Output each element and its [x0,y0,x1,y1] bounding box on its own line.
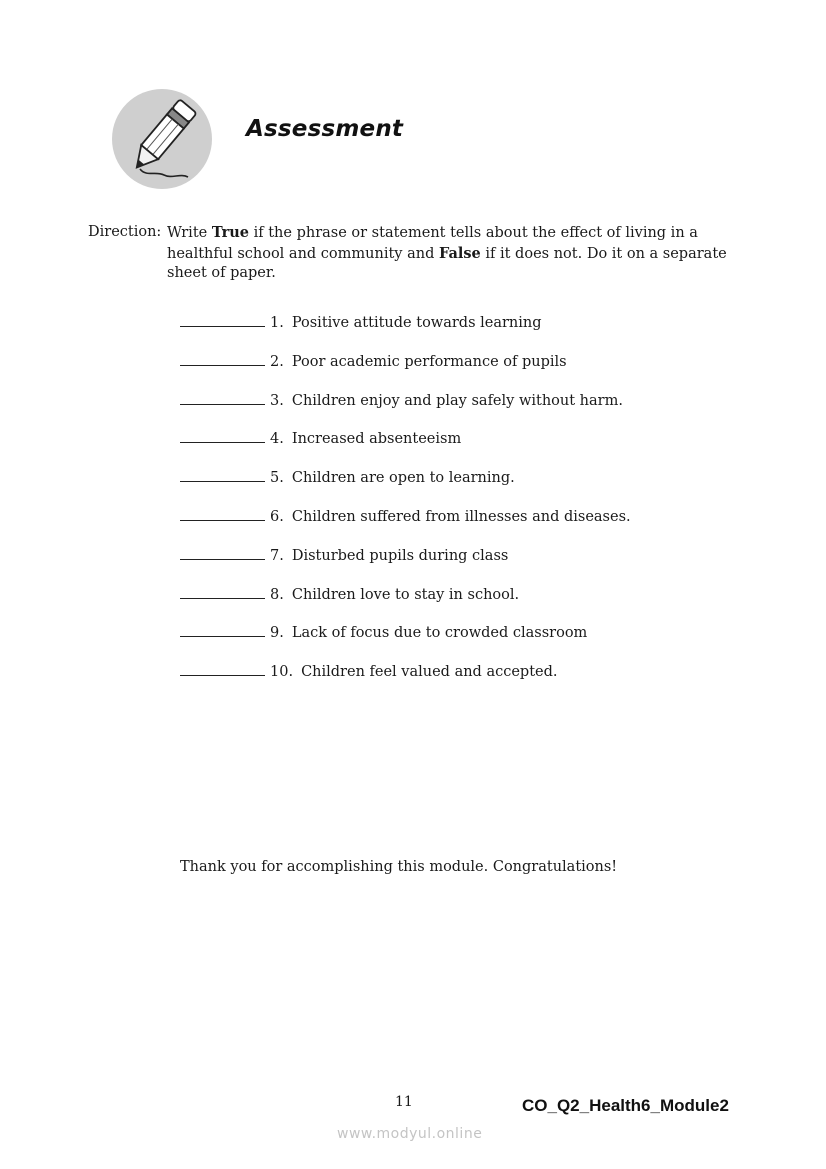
item-text: Lack of focus due to crowded classroom [291,625,588,642]
item-number: 3. [270,392,284,409]
direction-paragraph [88,223,728,284]
direction-text-part: Write [167,225,212,241]
assessment-icon-circle [112,89,212,189]
direction-label: Direction: [88,224,162,240]
list-item [180,352,631,391]
item-text: Increased absenteeism [291,431,462,448]
page-number: 11 [395,1094,413,1110]
list-item [180,546,631,585]
true-keyword: True [211,224,249,241]
item-number: 1. [270,315,284,331]
item-number: 5. [270,470,284,487]
item-number: 7. [270,547,284,564]
answer-blank[interactable] [180,623,265,637]
answer-blank[interactable] [180,429,265,443]
item-number: 4. [270,431,284,448]
list-item [180,623,631,662]
answer-blank[interactable] [180,468,265,482]
item-number: 9. [270,625,284,642]
answer-blank[interactable] [180,391,265,405]
item-text: Children feel valued and accepted. [301,664,558,681]
item-text: Children love to stay in school. [291,586,520,603]
answer-blank[interactable] [180,507,265,521]
watermark: www.modyul.online [337,1126,483,1142]
answer-blank[interactable] [180,662,265,676]
list-item [180,507,631,546]
closing-message: Thank you for accomplishing this module. Congratulations! [180,859,618,875]
item-text: Children are open to learning. [291,470,515,487]
item-number: 6. [270,508,284,525]
false-keyword: False [438,244,481,262]
item-text: Children enjoy and play safely without harm. [291,392,623,409]
list-item [180,585,631,624]
list-item [180,662,631,701]
direction-text [167,223,728,284]
page-title: Assessment [246,116,404,142]
item-text: Children suffered from illnesses and diseases. [291,508,631,525]
list-item [180,391,631,430]
item-text: Poor academic performance of pupils [291,353,567,370]
direction-text-part: if it does not. Do it on a separate sheet of paper. [167,245,727,281]
item-text: Disturbed pupils during class [291,547,509,564]
item-number: 8. [270,586,284,603]
item-text: Positive attitude towards learning [291,315,542,331]
pencil-icon [112,89,212,189]
item-number: 2. [270,353,284,370]
module-code: CO_Q2_Health6_Module2 [522,1096,729,1115]
list-item [180,468,631,507]
answer-blank[interactable] [180,546,265,560]
assessment-items-list [180,313,631,701]
list-item [180,313,631,352]
answer-blank[interactable] [180,585,265,599]
list-item [180,429,631,468]
answer-blank[interactable] [180,313,265,327]
item-number: 10. [270,664,294,681]
direction-text-part: if the phrase or statement tells about the effect of living in a healthful school and community and [167,225,698,262]
answer-blank[interactable] [180,352,265,366]
